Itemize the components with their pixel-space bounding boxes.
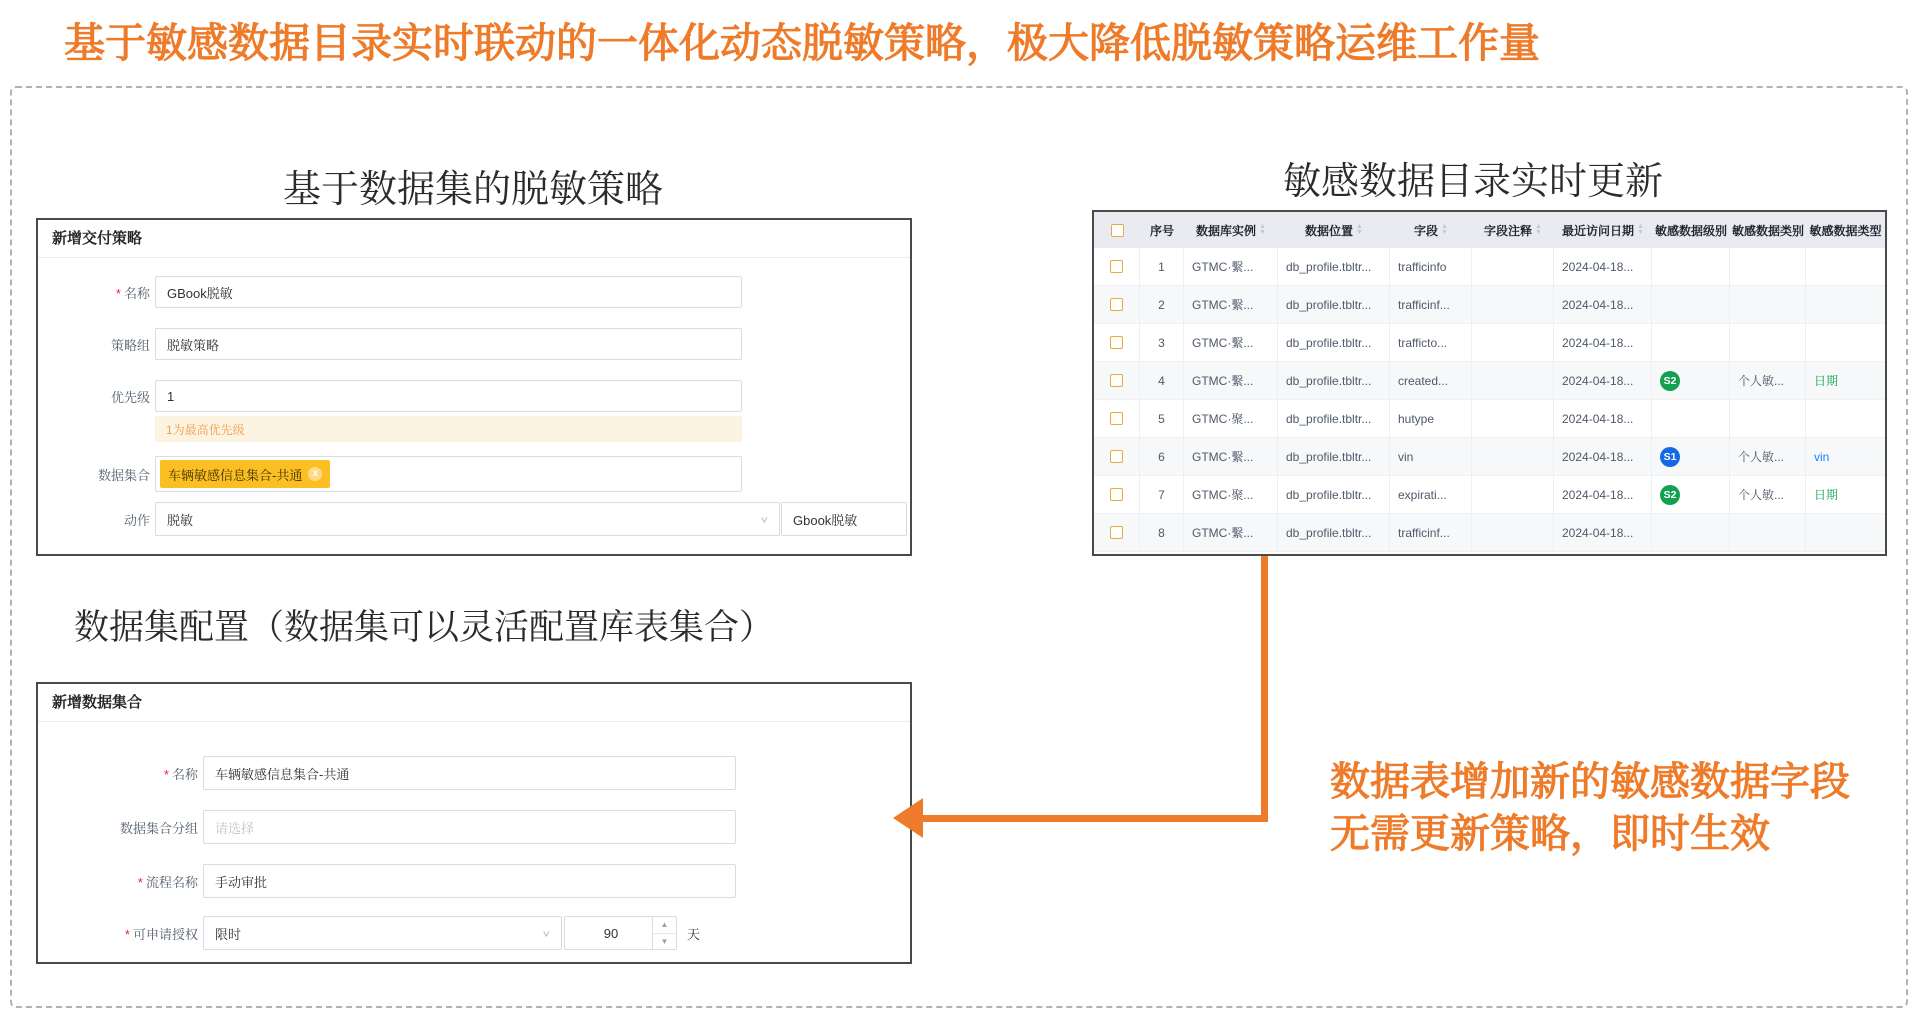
- callout-text: [1330, 756, 1850, 860]
- column-header[interactable]: 最近访问日期 ▲ ▼: [1562, 223, 1644, 238]
- sensitive-data-table: [1092, 210, 1887, 556]
- heading-dataset-policy: 基于数据集的脱敏策略: [283, 169, 664, 211]
- cell-type: [1806, 476, 1885, 513]
- policy-group-label: 策略组: [110, 337, 150, 353]
- row-select-cell: [1094, 514, 1140, 551]
- number-stepper[interactable]: [652, 917, 676, 949]
- chevron-down-icon: ∨: [759, 513, 769, 525]
- cell-category: [1730, 514, 1806, 551]
- cell-category: [1730, 400, 1806, 437]
- cell-comment: [1472, 286, 1554, 323]
- sort-icon[interactable]: ▲ ▼: [1441, 223, 1448, 236]
- required-asterisk: *: [124, 926, 130, 942]
- column-header[interactable]: 字段注释 ▲ ▼: [1484, 223, 1542, 238]
- panel-title: 新增交付策略: [38, 220, 910, 258]
- table-body: [1094, 248, 1885, 552]
- cell-category: 个人敏...: [1730, 362, 1806, 399]
- auth-label: * 可申请授权: [124, 926, 198, 942]
- type-text: vin: [1814, 449, 1830, 464]
- cell-no: 7: [1140, 476, 1184, 513]
- level-badge: S1: [1660, 447, 1680, 467]
- process-input[interactable]: 手动审批: [203, 864, 736, 898]
- cell-comment: [1472, 438, 1554, 475]
- cell-level: [1652, 514, 1730, 551]
- cell-category: 个人敏...: [1730, 438, 1806, 475]
- cell-instance: GTMC·聚...: [1184, 476, 1278, 513]
- cell-date: 2024-04-18...: [1554, 362, 1652, 399]
- table-row: [1094, 286, 1885, 324]
- name-label: * 名称: [115, 285, 150, 301]
- form-row-process: [38, 864, 910, 898]
- cell-date: 2024-04-18...: [1554, 400, 1652, 437]
- connector-arrow-vertical: [1261, 556, 1268, 822]
- column-header[interactable]: 敏感数据类型: [1809, 223, 1882, 238]
- cell-type: [1806, 438, 1885, 475]
- cell-level: [1652, 438, 1730, 475]
- cell-comment: [1472, 400, 1554, 437]
- name-label: * 名称: [163, 766, 198, 782]
- form-row-policy-group: [38, 328, 910, 360]
- cell-no: 2: [1140, 286, 1184, 323]
- form-row-action: [38, 502, 910, 536]
- table-row: [1094, 362, 1885, 400]
- form-row-name: [38, 756, 910, 790]
- cell-location: db_profile.tbltr...: [1278, 324, 1390, 361]
- table-row: [1094, 248, 1885, 286]
- connector-arrow-horizontal: [918, 815, 1268, 822]
- dataset-tag: 车辆敏感信息集合-共通 x: [160, 460, 330, 488]
- column-header[interactable]: 字段 ▲ ▼: [1414, 223, 1448, 238]
- heading-sensitive-catalog: 敏感数据目录实时更新: [1283, 161, 1664, 203]
- cell-field: expirati...: [1390, 476, 1472, 513]
- action-select[interactable]: 脱敏 ∨: [155, 502, 780, 536]
- row-checkbox[interactable]: [1110, 412, 1123, 425]
- select-all-cell: [1094, 212, 1140, 248]
- cell-instance: GTMC·繫...: [1184, 362, 1278, 399]
- sort-icon[interactable]: ▲ ▼: [1637, 223, 1644, 236]
- dataset-label: 数据集合: [97, 467, 150, 483]
- cell-comment: [1472, 514, 1554, 551]
- cell-field: vin: [1390, 438, 1472, 475]
- row-select-cell: [1094, 362, 1140, 399]
- cell-no: 1: [1140, 248, 1184, 285]
- cell-level: [1652, 362, 1730, 399]
- table-header-row: [1094, 212, 1885, 248]
- cell-date: 2024-04-18...: [1554, 476, 1652, 513]
- policy-group-input[interactable]: 脱敏策略: [155, 328, 742, 360]
- required-asterisk: *: [137, 874, 143, 890]
- cell-location: db_profile.tbltr...: [1278, 438, 1390, 475]
- form-row-dataset: [38, 456, 910, 492]
- chevron-down-icon: ∨: [541, 927, 551, 939]
- cell-no: 6: [1140, 438, 1184, 475]
- cell-type: [1806, 400, 1885, 437]
- priority-hint: 1为最高优先级: [155, 416, 742, 442]
- cell-location: db_profile.tbltr...: [1278, 400, 1390, 437]
- dataset-input[interactable]: [155, 456, 742, 492]
- cell-location: db_profile.tbltr...: [1278, 514, 1390, 551]
- type-text: 日期: [1814, 488, 1839, 502]
- select-all-checkbox[interactable]: [1111, 224, 1124, 237]
- row-select-cell: [1094, 248, 1140, 285]
- cell-comment: [1472, 248, 1554, 285]
- heading-dataset-config: 数据集配置（数据集可以灵活配置库表集合）: [74, 608, 775, 647]
- cell-comment: [1472, 324, 1554, 361]
- row-checkbox[interactable]: [1110, 526, 1123, 539]
- column-header[interactable]: 数据位置 ▲ ▼: [1305, 223, 1363, 238]
- step-down-icon[interactable]: ▼: [660, 936, 669, 946]
- table-row: [1094, 438, 1885, 476]
- cell-field: trafficto...: [1390, 324, 1472, 361]
- cell-type: [1806, 286, 1885, 323]
- form-row-auth: [38, 916, 910, 950]
- cell-no: 5: [1140, 400, 1184, 437]
- cell-comment: [1472, 476, 1554, 513]
- process-label: * 流程名称: [137, 874, 198, 890]
- cell-instance: GTMC·聚...: [1184, 400, 1278, 437]
- new-dataset-panel: [36, 682, 912, 964]
- cell-level: [1652, 324, 1730, 361]
- cell-type: [1806, 324, 1885, 361]
- table-row: [1094, 514, 1885, 552]
- cell-category: [1730, 286, 1806, 323]
- column-header[interactable]: 序号: [1149, 223, 1174, 238]
- cell-date: 2024-04-18...: [1554, 248, 1652, 285]
- cell-instance: GTMC·繫...: [1184, 248, 1278, 285]
- row-select-cell: [1094, 324, 1140, 361]
- new-delivery-policy-panel: [36, 218, 912, 556]
- cell-no: 8: [1140, 514, 1184, 551]
- tag-close-icon[interactable]: x: [308, 467, 322, 481]
- cell-date: 2024-04-18...: [1554, 324, 1652, 361]
- form-row-priority: [38, 380, 910, 412]
- column-header[interactable]: 敏感数据级别: [1654, 223, 1727, 238]
- cell-location: db_profile.tbltr...: [1278, 476, 1390, 513]
- cell-no: 4: [1140, 362, 1184, 399]
- cell-instance: GTMC·繫...: [1184, 438, 1278, 475]
- action-label: 动作: [123, 512, 150, 528]
- sort-icon[interactable]: ▲ ▼: [1356, 223, 1363, 236]
- cell-level: [1652, 286, 1730, 323]
- action-secondary-input[interactable]: Gbook脱敏: [781, 502, 907, 536]
- cell-level: [1652, 400, 1730, 437]
- cell-field: hutype: [1390, 400, 1472, 437]
- cell-instance: GTMC·繫...: [1184, 514, 1278, 551]
- required-asterisk: *: [115, 285, 121, 301]
- row-checkbox[interactable]: [1110, 374, 1123, 387]
- cell-field: trafficinf...: [1390, 286, 1472, 323]
- cell-location: db_profile.tbltr...: [1278, 362, 1390, 399]
- slide-title: 基于敏感数据目录实时联动的一体化动态脱敏策略，极大降低脱敏策略运维工作量: [64, 20, 1540, 66]
- table-row: [1094, 400, 1885, 438]
- cell-comment: [1472, 362, 1554, 399]
- sort-icon[interactable]: ▲ ▼: [1535, 223, 1542, 236]
- auth-select[interactable]: 限时 ∨: [203, 916, 562, 950]
- cell-level: [1652, 476, 1730, 513]
- cell-category: 个人敏...: [1730, 476, 1806, 513]
- row-checkbox[interactable]: [1110, 450, 1123, 463]
- priority-input[interactable]: 1: [155, 380, 742, 412]
- callout-line1: 数据表增加新的敏感数据字段: [1330, 760, 1850, 804]
- cell-location: db_profile.tbltr...: [1278, 286, 1390, 323]
- row-checkbox[interactable]: [1110, 336, 1123, 349]
- connector-arrowhead-icon: [893, 798, 923, 838]
- panel-title: 新增数据集合: [38, 684, 910, 722]
- type-text: 日期: [1814, 374, 1839, 388]
- dataset-name-input[interactable]: 车辆敏感信息集合-共通: [203, 756, 736, 790]
- column-header[interactable]: 数据库实例 ▲ ▼: [1196, 223, 1266, 238]
- cell-location: db_profile.tbltr...: [1278, 248, 1390, 285]
- auth-unit-label: 天: [687, 926, 701, 942]
- cell-type: [1806, 248, 1885, 285]
- row-select-cell: [1094, 438, 1140, 475]
- form-row-dataset-group: [38, 810, 910, 844]
- cell-date: 2024-04-18...: [1554, 438, 1652, 475]
- cell-field: created...: [1390, 362, 1472, 399]
- sort-icon[interactable]: ▲ ▼: [1259, 223, 1266, 236]
- row-select-cell: [1094, 476, 1140, 513]
- required-asterisk: *: [163, 766, 169, 782]
- dataset-group-label: 数据集合分组: [119, 820, 198, 836]
- cell-field: trafficinfo: [1390, 248, 1472, 285]
- table-row: [1094, 476, 1885, 514]
- row-select-cell: [1094, 400, 1140, 437]
- priority-label: 优先级: [110, 389, 150, 405]
- cell-date: 2024-04-18...: [1554, 514, 1652, 551]
- cell-level: [1652, 248, 1730, 285]
- auth-days-input[interactable]: 90 ▲ ▼: [564, 916, 677, 950]
- name-input[interactable]: GBook脱敏: [155, 276, 742, 308]
- cell-type: [1806, 362, 1885, 399]
- cell-instance: GTMC·繫...: [1184, 286, 1278, 323]
- column-header[interactable]: 敏感数据类别: [1731, 223, 1804, 238]
- step-up-icon[interactable]: ▲: [653, 917, 676, 934]
- cell-type: [1806, 514, 1885, 551]
- cell-category: [1730, 248, 1806, 285]
- row-select-cell: [1094, 286, 1140, 323]
- callout-line2: 无需更新策略，即时生效: [1330, 812, 1770, 856]
- cell-category: [1730, 324, 1806, 361]
- priority-hint-row: [155, 416, 742, 442]
- form-row-name: [38, 276, 910, 308]
- cell-instance: GTMC·繫...: [1184, 324, 1278, 361]
- row-checkbox[interactable]: [1110, 488, 1123, 501]
- cell-date: 2024-04-18...: [1554, 286, 1652, 323]
- row-checkbox[interactable]: [1110, 260, 1123, 273]
- table-row: [1094, 324, 1885, 362]
- cell-field: trafficinf...: [1390, 514, 1472, 551]
- cell-no: 3: [1140, 324, 1184, 361]
- level-badge: S2: [1660, 485, 1680, 505]
- row-checkbox[interactable]: [1110, 298, 1123, 311]
- level-badge: S2: [1660, 371, 1680, 391]
- dataset-group-select[interactable]: 请选择: [203, 810, 736, 844]
